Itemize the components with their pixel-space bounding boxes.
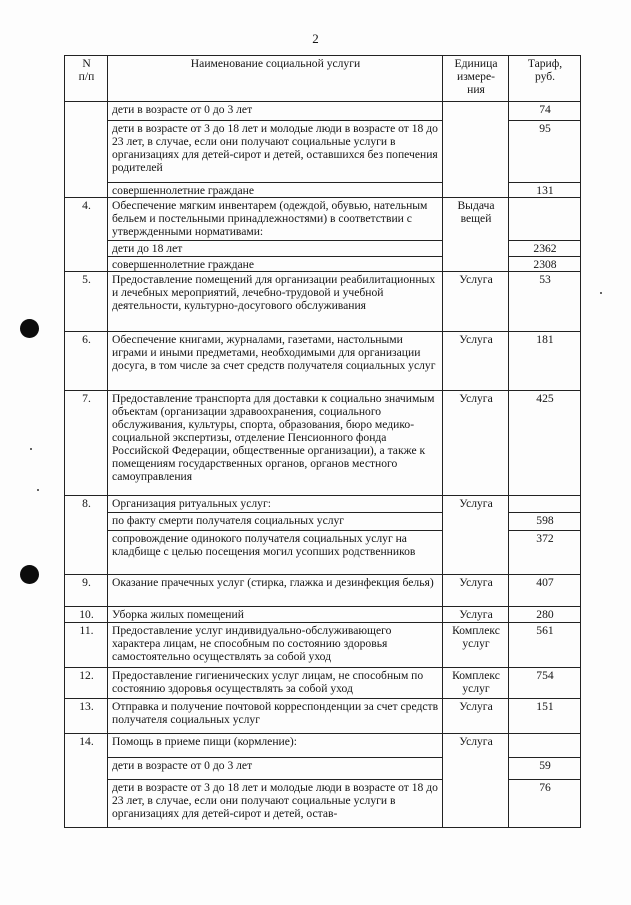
row-tariff: 425 [509,391,581,496]
table-row [65,198,581,241]
row-number: 14. [65,734,108,828]
row-service-name: Оказание прачечных услуг (стирка, глажка и дезинфекция белья) [108,575,443,607]
row-service-name: по факту смерти получателя социальных услуг [108,513,443,531]
row-number: 10. [65,607,108,623]
row-service-name: совершеннолетние граждане [108,183,443,198]
table-row [65,668,581,699]
row-tariff: 53 [509,272,581,332]
punch-hole-bottom [20,565,39,584]
row-service-name: дети в возрасте от 0 до 3 лет [108,758,443,780]
row-tariff [509,496,581,513]
table-row [65,391,581,496]
row-number: 13. [65,699,108,734]
table-row [65,272,581,332]
row-unit: Услуга [443,734,509,828]
table-row [65,575,581,607]
row-number [65,102,108,198]
row-service-name: Организация ритуальных услуг: [108,496,443,513]
row-tariff: 407 [509,575,581,607]
row-unit: Выдача вещей [443,198,509,272]
row-service-name: Предоставление гигиенических услуг лицам, не способным по состоянию здоровья осуществлять за собой уход [108,668,443,699]
header-tariff: Тариф, руб. [509,56,581,102]
row-unit: Услуга [443,332,509,391]
scan-speck [30,448,32,450]
row-tariff: 372 [509,531,581,575]
page-number: 2 [312,31,319,46]
row-unit: Услуга [443,391,509,496]
row-tariff: 181 [509,332,581,391]
row-unit: Комплекс услуг [443,668,509,699]
row-service-name: совершеннолетние граждане [108,257,443,272]
row-service-name: Обеспечение книгами, журналами, газетами, настольными играми и иными предметами, необходимыми для организации досуга, в том числе за счет средств получателя социальных услуг [108,332,443,391]
row-number: 11. [65,623,108,668]
tariff-table [64,55,581,828]
table-row [65,699,581,734]
row-unit: Услуга [443,575,509,607]
row-number: 8. [65,496,108,575]
table-row [65,496,581,513]
row-tariff [509,198,581,241]
row-service-name: Помощь в приеме пищи (кормление): [108,734,443,758]
table-row [65,102,581,121]
row-unit: Услуга [443,699,509,734]
header-number: N п/п [65,56,108,102]
row-service-name: Предоставление транспорта для доставки к социально значимым объектам (организации здравоохранения, социального обслуживания, культуры, спорта, образования, бюро медико-социальной экспертизы, отделение Пенсионного фонда Российской Федерации, общественные организации), а также к помещениям государственных органов, органов местного самоуправления [108,391,443,496]
row-unit: Комплекс услуг [443,623,509,668]
table-row [65,607,581,623]
row-tariff: 59 [509,758,581,780]
row-tariff: 280 [509,607,581,623]
row-tariff: 74 [509,102,581,121]
row-tariff: 131 [509,183,581,198]
row-service-name: Отправка и получение почтовой корреспонденции за счет средств получателя социальных услуг [108,699,443,734]
row-tariff: 2362 [509,241,581,257]
row-number: 12. [65,668,108,699]
header-service-name: Наименование социальной услуги [108,56,443,102]
row-unit [443,102,509,198]
row-tariff: 151 [509,699,581,734]
row-tariff: 598 [509,513,581,531]
row-service-name: дети до 18 лет [108,241,443,257]
table-header-row [65,56,581,102]
row-service-name: Предоставление услуг индивидуально-обслуживающего характера лицам, не способным по состоянию здоровья самостоятельно осуществлять за собой уход [108,623,443,668]
table-row [65,734,581,758]
row-tariff: 76 [509,780,581,828]
row-number: 6. [65,332,108,391]
scan-speck [600,292,602,294]
row-unit: Услуга [443,496,509,575]
row-service-name: Предоставление помещений для организации реабилитационных и лечебных мероприятий, лечебно-трудовой и учебной деятельности, культурно-досугового обслуживания [108,272,443,332]
row-tariff: 95 [509,121,581,183]
header-unit: Единица измере- ния [443,56,509,102]
row-tariff [509,734,581,758]
row-unit: Услуга [443,272,509,332]
row-number: 9. [65,575,108,607]
row-number: 7. [65,391,108,496]
scan-speck [37,489,39,491]
table-row [65,332,581,391]
row-service-name: дети в возрасте от 0 до 3 лет [108,102,443,121]
row-tariff: 561 [509,623,581,668]
row-tariff: 754 [509,668,581,699]
row-service-name: Обеспечение мягким инвентарем (одеждой, обувью, нательным бельем и постельными принадлежностями) в соответствии с утвержденными нормативами: [108,198,443,241]
row-service-name: Уборка жилых помещений [108,607,443,623]
row-service-name: дети в возрасте от 3 до 18 лет и молодые люди в возрасте от 18 до 23 лет, в случае, если они получают социальные услуги в организациях для детей-сирот и детей, оставшихся без попечения родителей [108,121,443,183]
row-number: 4. [65,198,108,272]
table-row [65,623,581,668]
row-unit: Услуга [443,607,509,623]
row-service-name: сопровождение одинокого получателя социальных услуг на кладбище с целью посещения могил усопших родственников [108,531,443,575]
punch-hole-top [20,319,39,338]
row-number: 5. [65,272,108,332]
row-service-name: дети в возрасте от 3 до 18 лет и молодые люди в возрасте от 18 до 23 лет, в случае, если они получают социальные услуги в организациях для детей-сирот и детей, остав- [108,780,443,828]
row-tariff: 2308 [509,257,581,272]
